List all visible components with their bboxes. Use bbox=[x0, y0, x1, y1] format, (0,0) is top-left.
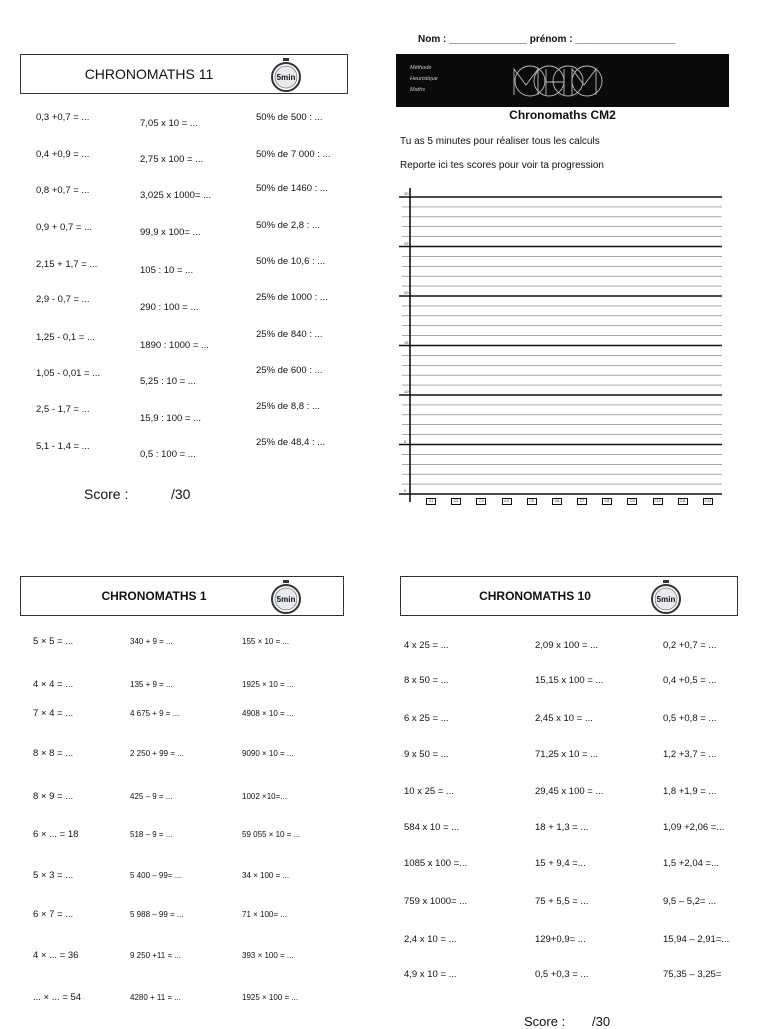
exercise-item: 4,9 x 10 = ... bbox=[404, 969, 457, 980]
exercise-item: 1002 ×10=... bbox=[242, 792, 287, 801]
exercise-item: 50% de 7 000 : ... bbox=[256, 149, 331, 160]
exercise-item: 1,25 - 0,1 = ... bbox=[36, 332, 95, 343]
y-tick-label: 15 bbox=[404, 339, 409, 345]
exercise-item: 105 : 10 = ... bbox=[140, 265, 194, 276]
mhm-banner bbox=[396, 54, 729, 107]
exercise-item: 393 × 100 = ... bbox=[242, 951, 294, 960]
exercise-item: 34 × 100 = ... bbox=[242, 871, 290, 880]
chrono10-title-box bbox=[400, 576, 738, 616]
exercise-item: 0,9 + 0,7 = ... bbox=[36, 222, 92, 233]
y-tick-label: 10 bbox=[404, 389, 409, 394]
exercise-item: 50% de 500 : ... bbox=[256, 112, 323, 123]
score-total: /30 bbox=[592, 1014, 611, 1029]
x-label-cell: C4 bbox=[502, 498, 512, 505]
exercise-item: 6 x 25 = ... bbox=[404, 713, 449, 724]
exercise-item: 4908 × 10 = ... bbox=[242, 709, 294, 718]
exercise-item: 4 675 + 9 = ... bbox=[130, 709, 180, 718]
exercise-item: 0,8 +0,7 = ... bbox=[36, 185, 90, 196]
exercise-item: 9090 × 10 = ... bbox=[242, 749, 294, 758]
timer-label: 5min bbox=[656, 595, 676, 604]
exercise-item: 3,025 x 1000= ... bbox=[140, 190, 212, 201]
exercise-item: 0,2 +0,7 = ... bbox=[663, 640, 717, 651]
exercise-item: 2,5 - 1,7 = ... bbox=[36, 404, 90, 415]
exercise-item: 75 + 5,5 = ... bbox=[535, 896, 589, 907]
chrono1-title: CHRONOMATHS 1 bbox=[101, 589, 207, 603]
exercise-item: 1,5 +2,04 =... bbox=[663, 858, 719, 869]
exercise-item: 155 × 10 = ... bbox=[242, 637, 290, 646]
x-label-cell: C7 bbox=[577, 498, 587, 505]
exercise-item: 15 + 9,4 =... bbox=[535, 858, 586, 869]
x-label-cell: C3 bbox=[476, 498, 486, 505]
exercise-item: 15,9 : 100 = ... bbox=[140, 413, 202, 424]
score-label: Score : bbox=[84, 486, 129, 502]
exercise-item: 1925 × 100 = ... bbox=[242, 993, 299, 1002]
exercise-item: 4280 + 11 = ... bbox=[130, 993, 182, 1002]
chrono11-title-box bbox=[20, 54, 348, 94]
exercise-item: 50% de 2,8 : ... bbox=[256, 220, 320, 231]
exercise-item: 9,5 – 5,2= ... bbox=[663, 896, 717, 907]
x-label-cell: C10 bbox=[654, 499, 661, 503]
exercise-item: 9 250 +11 = ... bbox=[130, 951, 182, 960]
exercise-item: 4 x 25 = ... bbox=[404, 640, 449, 651]
exercise-item: 7,05 x 10 = ... bbox=[140, 118, 198, 129]
exercise-item: 18 + 1,3 = ... bbox=[535, 822, 589, 833]
exercise-item: 759 x 1000= ... bbox=[404, 896, 468, 907]
exercise-item: 50% de 1460 : ... bbox=[256, 183, 328, 194]
banner-tagline-2: Heuristique bbox=[410, 76, 438, 82]
exercise-item: 9 x 50 = ... bbox=[404, 749, 449, 760]
exercise-item: 2,9 - 0,7 = ... bbox=[36, 294, 90, 305]
exercise-item: 0,5 +0,8 = ... bbox=[663, 713, 717, 724]
exercise-item: 7 × 4 = ... bbox=[33, 708, 74, 719]
name-line: Nom : ______________ prénom : __________________ bbox=[418, 34, 676, 45]
y-tick-label: 20 bbox=[404, 290, 409, 295]
exercise-item: 584 x 10 = ... bbox=[404, 822, 460, 833]
x-label-cell: C12 bbox=[704, 499, 712, 503]
x-label-cell: C5 bbox=[527, 498, 537, 505]
timer-label: 5min bbox=[276, 595, 296, 604]
exercise-item: 5 400 – 99= ... bbox=[130, 871, 182, 880]
exercise-item: 25% de 8,8 : ... bbox=[256, 401, 320, 412]
y-tick-label: 30 bbox=[404, 191, 409, 196]
exercise-item: 2,45 x 10 = ... bbox=[535, 713, 593, 724]
cm2-title: Chronomaths CM2 bbox=[509, 108, 616, 122]
exercise-item: 4 × 4 = ... bbox=[33, 679, 74, 690]
exercise-item: 1890 : 1000 = ... bbox=[140, 340, 209, 351]
instruction-time: Tu as 5 minutes pour réaliser tous les calculs bbox=[400, 136, 600, 147]
exercise-item: 1,09 +2,06 =... bbox=[663, 822, 725, 833]
exercise-item: 1925 × 10 = ... bbox=[242, 680, 294, 689]
exercise-item: 59 055 × 10 = ... bbox=[242, 830, 301, 839]
x-label-cell: C2 bbox=[451, 498, 461, 505]
exercise-item: 99,9 x 100= ... bbox=[140, 227, 201, 238]
exercise-item: 5,1 - 1,4 = ... bbox=[36, 441, 90, 452]
exercise-item: 0,4 +0,9 = ... bbox=[36, 149, 90, 160]
x-label-cell: C8 bbox=[602, 498, 612, 505]
x-label-cell: C6 bbox=[552, 498, 562, 505]
y-tick-label: 5 bbox=[404, 438, 407, 444]
stopwatch-icon bbox=[649, 579, 683, 615]
exercise-item: 0,5 +0,3 = ... bbox=[535, 969, 589, 980]
chrono11-title: CHRONOMATHS 11 bbox=[84, 66, 214, 82]
exercise-item: 25% de 600 : ... bbox=[256, 365, 323, 376]
exercise-item: 10 x 25 = ... bbox=[404, 786, 454, 797]
exercise-item: 5 × 3 = ... bbox=[33, 870, 74, 881]
chrono1-title-box bbox=[20, 576, 344, 616]
exercise-item: 2,15 + 1,7 = ... bbox=[36, 259, 98, 270]
exercise-item: 425 – 9 = ... bbox=[130, 792, 173, 801]
exercise-item: 6 × ... = 18 bbox=[33, 829, 79, 840]
exercise-item: 15,15 x 100 = ... bbox=[535, 675, 604, 686]
exercise-item: 2,09 x 100 = ... bbox=[535, 640, 599, 651]
exercise-item: 0,3 +0,7 = ... bbox=[36, 112, 90, 123]
mhm-logo bbox=[506, 59, 616, 103]
exercise-item: 5 × 5 = ... bbox=[33, 636, 74, 647]
exercise-item: 2,4 x 10 = ... bbox=[404, 934, 457, 945]
exercise-item: 129+0,9= ... bbox=[535, 934, 586, 945]
timer-label: 5min bbox=[276, 73, 296, 82]
banner-tagline-3: Maths bbox=[410, 87, 425, 93]
y-tick-label: 0 bbox=[404, 488, 407, 493]
exercise-item: 6 × 7 = ... bbox=[33, 909, 74, 920]
exercise-item: 290 : 100 = ... bbox=[140, 302, 199, 313]
exercise-item: 518 – 9 = ... bbox=[130, 830, 173, 839]
exercise-item: ... × ... = 54 bbox=[33, 992, 82, 1003]
exercise-item: 25% de 48,4 : ... bbox=[256, 437, 326, 448]
banner-tagline-1: Méthode bbox=[410, 65, 432, 71]
exercise-item: 1,2 +3,7 = ... bbox=[663, 749, 717, 760]
x-label-cell: C1 bbox=[426, 498, 436, 505]
exercise-item: 4 × ... = 36 bbox=[33, 950, 79, 961]
y-tick-label: 25 bbox=[404, 240, 409, 246]
instruction-progress: Reporte ici tes scores pour voir ta progression bbox=[400, 160, 604, 171]
exercise-item: 135 + 9 = ... bbox=[130, 680, 173, 689]
chrono10-title: CHRONOMATHS 10 bbox=[479, 589, 591, 603]
exercise-item: 2 250 + 99 = ... bbox=[130, 749, 184, 758]
exercise-item: 71 × 100= ... bbox=[242, 910, 287, 919]
exercise-item: 71,25 x 10 = ... bbox=[535, 749, 599, 760]
x-label-cell: C9 bbox=[627, 498, 637, 505]
stopwatch-icon bbox=[269, 57, 303, 93]
exercise-item: 1,8 +1,9 = ... bbox=[663, 786, 717, 797]
exercise-item: 5 988 – 99 = ... bbox=[130, 910, 184, 919]
exercise-item: 75,35 – 3,25= bbox=[663, 969, 722, 980]
stopwatch-icon bbox=[269, 579, 303, 615]
exercise-item: 50% de 10,6 : ... bbox=[256, 256, 326, 267]
exercise-item: 340 + 9 = ... bbox=[130, 637, 173, 646]
x-label-cell: C11 bbox=[679, 499, 686, 503]
score-total: /30 bbox=[171, 486, 191, 502]
exercise-item: 8 × 9 = ... bbox=[33, 791, 74, 802]
score-label: Score : bbox=[524, 1014, 566, 1029]
progress-grid bbox=[396, 186, 728, 512]
exercise-item: 25% de 840 : ... bbox=[256, 329, 323, 340]
exercise-item: 8 x 50 = ... bbox=[404, 675, 449, 686]
exercise-item: 1085 x 100 =... bbox=[404, 858, 468, 869]
exercise-item: 1,05 - 0,01 = ... bbox=[36, 368, 101, 379]
exercise-item: 0,5 : 100 = ... bbox=[140, 449, 196, 460]
exercise-item: 25% de 1000 : ... bbox=[256, 292, 328, 303]
exercise-item: 0,4 +0,5 = ... bbox=[663, 675, 717, 686]
exercise-item: 5,25 : 10 = ... bbox=[140, 376, 196, 387]
exercise-item: 8 × 8 = ... bbox=[33, 748, 74, 759]
exercise-item: 2,75 x 100 = ... bbox=[140, 154, 204, 165]
exercise-item: 15,94 – 2,91=... bbox=[663, 934, 730, 945]
exercise-item: 29,45 x 100 = ... bbox=[535, 786, 604, 797]
